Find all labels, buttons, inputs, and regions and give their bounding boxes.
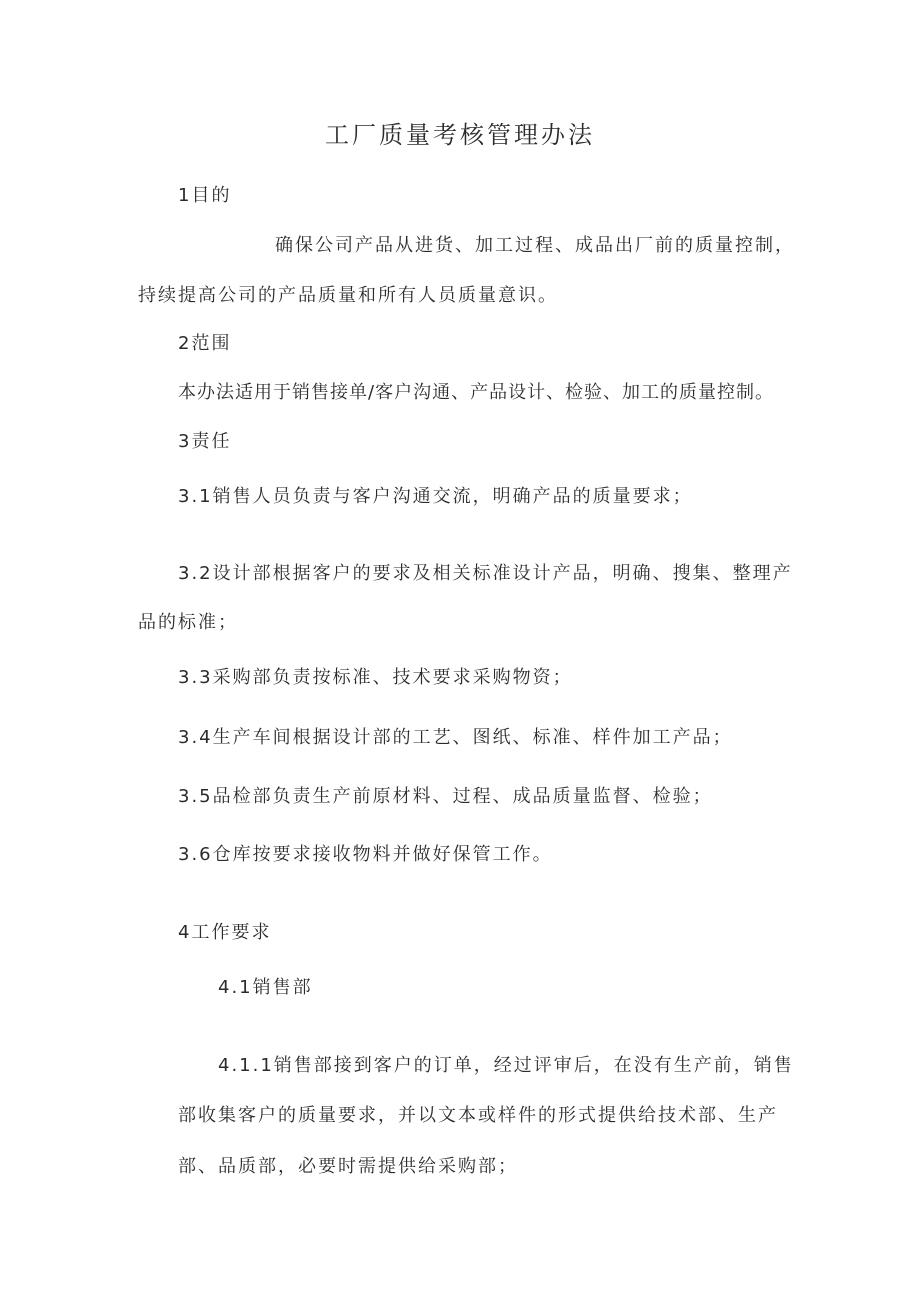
page-title: 工厂质量考核管理办法	[325, 121, 595, 149]
paragraph-line: 本办法适用于销售接单/客户沟通、产品设计、检验、加工的质量控制。	[178, 382, 775, 403]
paragraph-line: 确保公司产品从进货、加工过程、成品出厂前的质量控制，	[275, 235, 795, 256]
list-item: 3.2设计部根据客户的要求及相关标准设计产品，明确、搜集、整理产	[178, 563, 793, 584]
section-heading: 3责任	[178, 431, 232, 452]
list-item: 3.3采购部负责按标准、技术要求采购物资；	[178, 667, 573, 688]
paragraph-line: 持续提高公司的产品质量和所有人员质量意识。	[138, 285, 558, 306]
section-heading: 4工作要求	[178, 922, 272, 943]
list-item-continuation: 品的标准；	[138, 612, 238, 633]
list-item: 3.6仓库按要求接收物料并做好保管工作。	[178, 844, 553, 865]
paragraph-line: 部收集客户的质量要求，并以文本或样件的形式提供给技术部、生产	[178, 1105, 778, 1126]
list-item: 3.5品检部负责生产前原材料、过程、成品质量监督、检验；	[178, 786, 713, 807]
subsection-heading: 4.1销售部	[218, 977, 313, 998]
section-heading: 2范围	[178, 333, 232, 354]
list-item: 3.1销售人员负责与客户沟通交流，明确产品的质量要求；	[178, 486, 693, 507]
paragraph-line: 4.1.1销售部接到客户的订单，经过评审后，在没有生产前，销售	[218, 1055, 794, 1076]
section-heading: 1目的	[178, 185, 232, 206]
paragraph-line: 部、品质部，必要时需提供给采购部；	[178, 1156, 518, 1177]
list-item: 3.4生产车间根据设计部的工艺、图纸、标准、样件加工产品；	[178, 727, 733, 748]
